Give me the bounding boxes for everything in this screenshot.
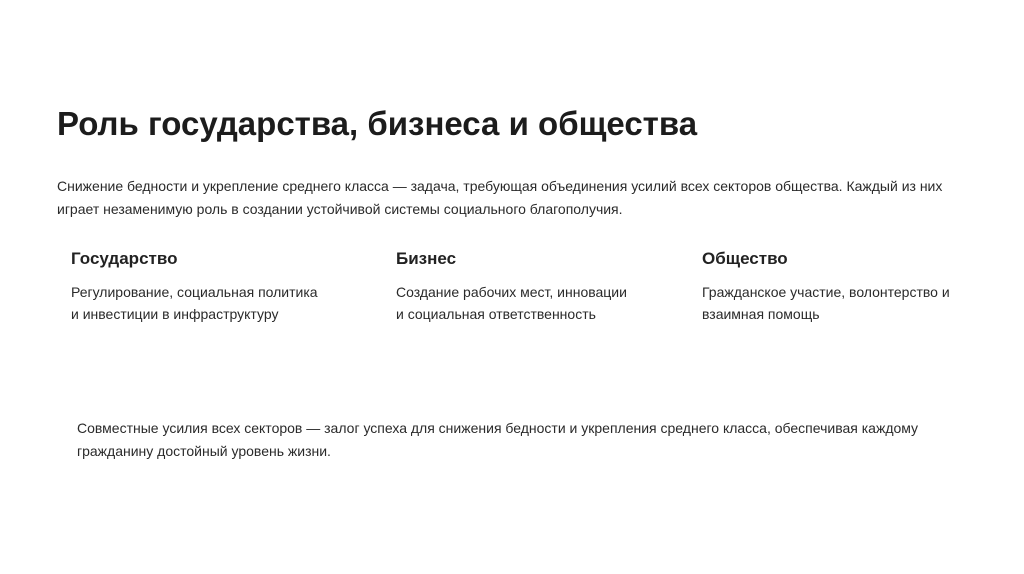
column-heading-business: Бизнес	[396, 249, 457, 268]
conclusion-line-1: Совместные усилия всех секторов — залог успеха для снижения бедности и укрепления среднего класса, обеспечивая каждому	[77, 420, 919, 436]
column-heading-society: Общество	[702, 249, 788, 268]
column-heading-government: Государство	[71, 249, 178, 268]
slide-title: Роль государства, бизнеса и общества	[57, 105, 698, 142]
column-government	[71, 247, 341, 325]
column-text-government	[71, 281, 341, 325]
column-business	[396, 247, 656, 325]
column-text-line: Гражданское участие, волонтерство и	[702, 284, 950, 300]
column-text-line: взаимная помощь	[702, 306, 820, 322]
conclusion-paragraph	[77, 417, 937, 463]
conclusion-line-2: гражданину достойный уровень жизни.	[77, 443, 331, 459]
column-text-line: и инвестиции в инфраструктуру	[71, 306, 279, 322]
column-text-line: Регулирование, социальная политика	[71, 284, 318, 300]
intro-line-2: играет незаменимую роль в создании устойчивой системы социального благополучия.	[57, 201, 623, 217]
column-text-line: и социальная ответственность	[396, 306, 596, 322]
column-society	[702, 247, 962, 325]
column-text-line: Создание рабочих мест, инновации	[396, 284, 627, 300]
intro-line-1: Снижение бедности и укрепление среднего класса — задача, требующая объединения усилий всех секторов общества. Каждый из них	[57, 178, 943, 194]
column-text-society	[702, 281, 962, 325]
column-text-business	[396, 281, 656, 325]
intro-paragraph	[57, 175, 957, 221]
